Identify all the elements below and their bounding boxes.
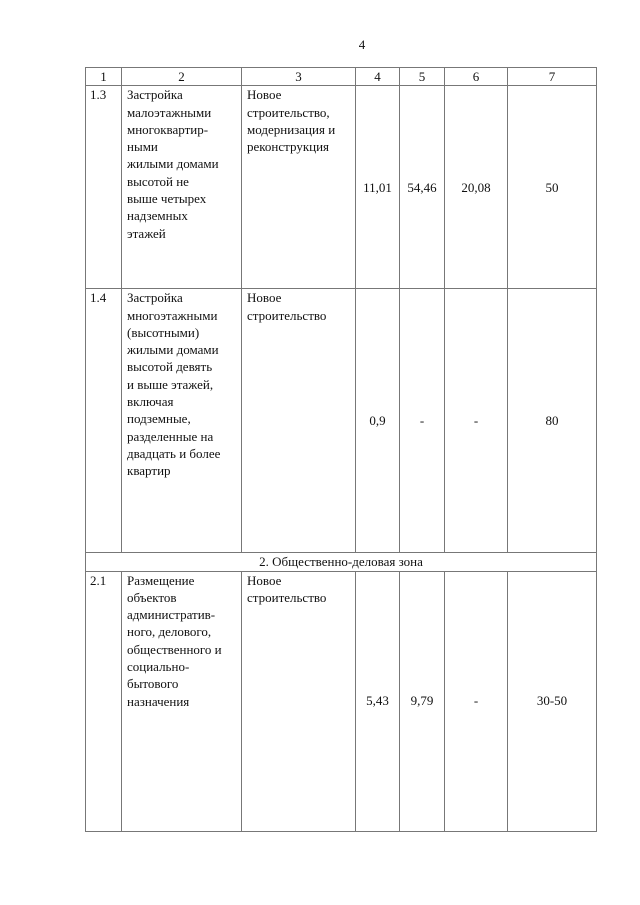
row-id: 1.4 [86,289,122,553]
row-value-7: 30-50 [508,571,597,831]
table-row [86,571,597,831]
row-value-5: 54,46 [400,86,445,289]
header-cell: 2 [122,68,242,86]
row-name: Застройка малоэтажными многоквартир- ными жилыми домами высотой не выше четырех надземных этажей [122,86,242,289]
row-value-7: 80 [508,289,597,553]
table-header-row [86,68,597,86]
row-value-4: 0,9 [356,289,400,553]
row-value-6: - [445,289,508,553]
page-number: 4 [358,37,366,52]
row-value-6: - [445,571,508,831]
table-row [86,289,597,553]
zone-table [85,67,597,832]
row-value-7: 50 [508,86,597,289]
row-id: 2.1 [86,571,122,831]
row-value-4: 11,01 [356,86,400,289]
header-cell: 4 [356,68,400,86]
row-type: Новое строительство [242,289,356,553]
header-cell: 6 [445,68,508,86]
table-row [86,86,597,289]
row-value-6: 20,08 [445,86,508,289]
header-cell: 5 [400,68,445,86]
section-title: 2. Общественно-деловая зона [86,553,597,571]
row-name: Застройка многоэтажными (высотными) жилыми домами высотой девять и выше этажей, включая подземные, разделенные на двадцать и более квартир [122,289,242,553]
row-type: Новое строительство, модернизация и реконструкция [242,86,356,289]
section-row [86,553,597,571]
row-name: Размещение объектов административ- ного, делового, общественного и социально- бытового назначения [122,571,242,831]
row-value-5: 9,79 [400,571,445,831]
header-cell: 1 [86,68,122,86]
header-cell: 3 [242,68,356,86]
row-id: 1.3 [86,86,122,289]
row-type: Новое строительство [242,571,356,831]
header-cell: 7 [508,68,597,86]
row-value-5: - [400,289,445,553]
row-value-4: 5,43 [356,571,400,831]
